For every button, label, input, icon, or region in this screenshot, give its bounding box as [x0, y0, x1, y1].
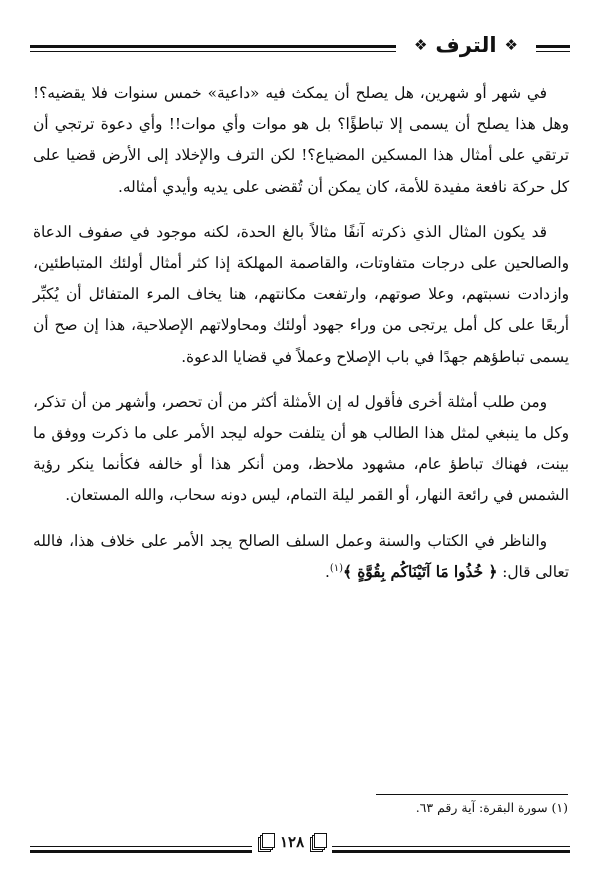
- running-title: الترف: [435, 33, 497, 57]
- page-header: [30, 30, 570, 60]
- ornament-icon: ❖: [413, 35, 428, 54]
- book-stack-icon: [310, 833, 326, 851]
- paragraph: ومن طلب أمثلة أخرى فأقول له إن الأمثلة أكثر من أن تحصر، وأشهر من أن تذكر، وكل ما ينبغي لمثل هذا الطالب هو أن يتلفت حوله ليجد الأمر على ما ذكرت ووفق ما بينت، فهناك تباطؤ عام، مشهود ملاحظ، ومن أنكر هذا أو خالفه فكأنما ينكر رؤية الشمس في رائعة النهار، أو القمر ليلة التمام، ليس دونه سحاب، والله المستعان.: [33, 392, 569, 505]
- header-title-box: [396, 30, 536, 60]
- ornament-icon: ❖: [504, 35, 518, 54]
- footnote-reference[interactable]: (١): [329, 562, 343, 574]
- paragraph-text: والناظر في الكتاب والسنة وعمل السلف الصالح يجد الأمر على خلاف هذا، فالله تعالى قال:: [33, 531, 569, 581]
- book-stack-icon: [258, 833, 274, 851]
- quran-verse: ﴿ خُذُوا مَا آتَيْنَاكُم بِقُوَّةٍ ﴾: [343, 562, 498, 581]
- page-number: ١٢٨: [280, 833, 305, 851]
- paragraph-end: .: [324, 562, 330, 581]
- page-number-box: [252, 826, 332, 858]
- paragraph: في شهر أو شهرين، هل يصلح أن يمكث فيه «داعية» خمس سنوات فلا يقضيه؟! وهل هذا يصلح أن يسمى إلا تباطؤًا؟ بل هو موات وأي موات!! وأي دعوة ترتجي أن ترتقي على أمثال هذا المسكين المضياع؟! لكن الترف والإخلاد إلى الأرض قضيا على كل حركة نافعة مفيدة للأمة، كان يمكن أن تُقضى على يديه وأيدي أمثاله.: [33, 84, 569, 196]
- footnote-separator: [376, 794, 568, 795]
- paragraph: قد يكون المثال الذي ذكرته آنفًا مثالاً بالغ الحدة، لكنه موجود في صفوف الدعاة والصالحين على درجات متفاوتات، والقاصمة المهلكة إذا كثر أمثال أولئك المتباطئين، وازدادت نسبتهم، وعلا صوتهم، وارتفعت مكانتهم، هنا يخاف المرء المتفائل أن يُكبِّر أربعًا على كل أمل يرتجى من وراء جهود أولئك ومحاولاتهم الإصلاحية، هذا إن صح أن يسمى تباطؤهم جهدًا في باب الإصلاح وعملاً في قضايا الدعوة.: [33, 222, 569, 366]
- paragraph-final: [33, 526, 569, 588]
- page-footer: [30, 826, 570, 860]
- body-text: [33, 78, 569, 602]
- footnote: (١) سورة البقرة: آية رقم ٦٣.: [415, 800, 568, 815]
